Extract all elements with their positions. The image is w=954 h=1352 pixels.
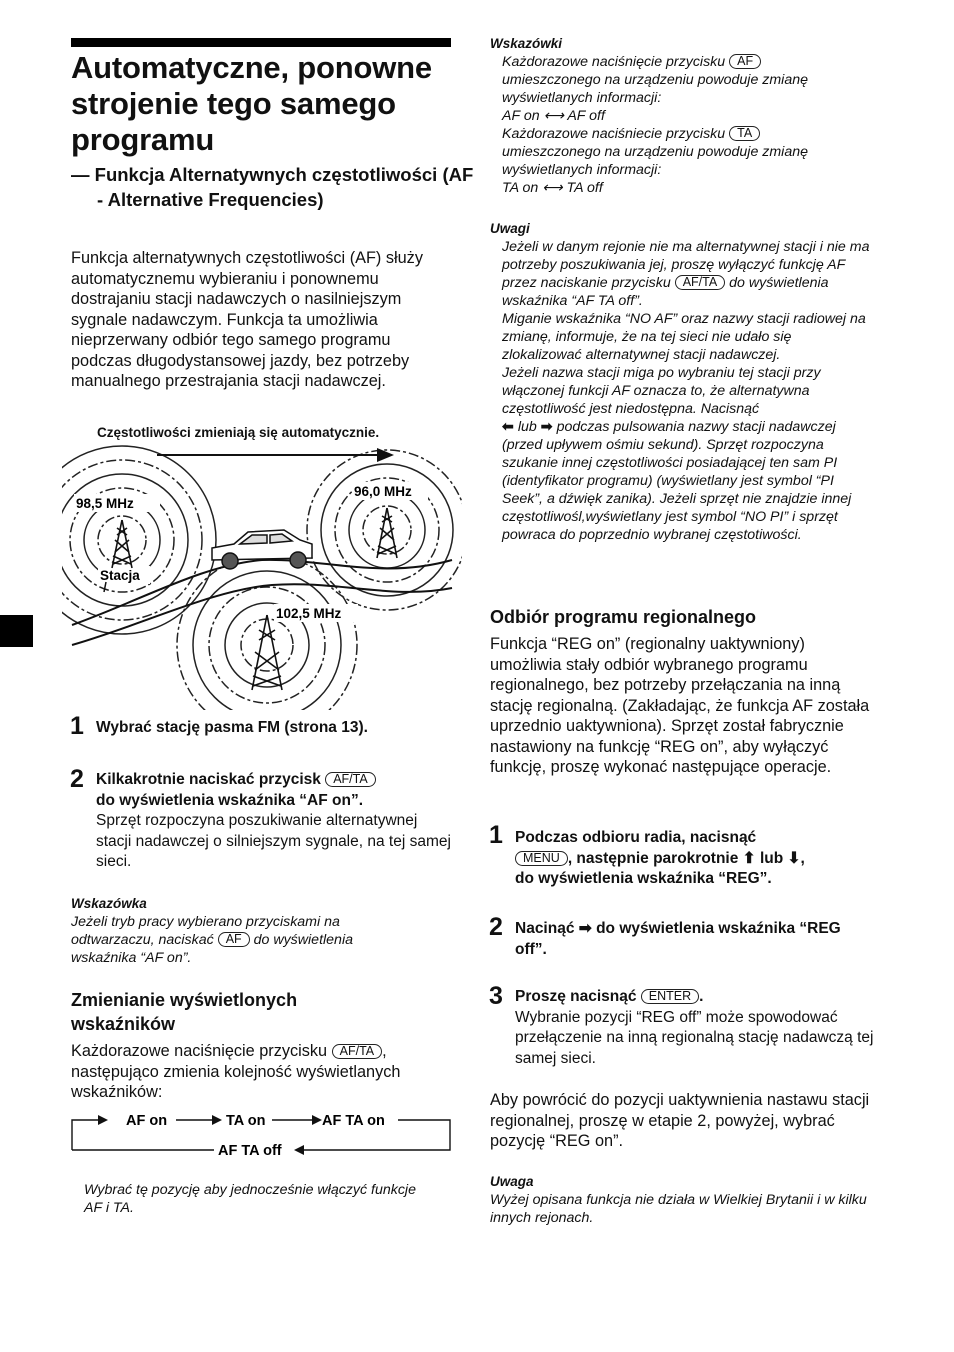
flow-af-ta-off: AF TA off xyxy=(218,1143,282,1159)
right-tips-heading: Wskazówki xyxy=(490,36,563,51)
flow-ta-on: TA on xyxy=(226,1113,266,1129)
reg-step-2-text: Nacinąć ➡ do wyświetlenia wskaźnika “REG off”. xyxy=(515,920,841,958)
af-key: AF xyxy=(218,932,250,947)
page-subtitle: — Funkcja Alternatywnych częstotliwości (AF - Alternative Frequencies) xyxy=(71,164,474,210)
indicators-text: Każdorazowe naciśnięcie przycisku AF/TA , następująco zmienia kolejność wyświetlanych wskaźników: xyxy=(71,1042,401,1101)
double-arrow-icon: ⟷ xyxy=(542,180,563,196)
regional-note-text: Wyżej opisana funkcja nie działa w Wielkiej Brytanii i w kilku innych rejonach. xyxy=(490,1192,867,1226)
page-title: Automatyczne, ponowne strojenie tego samego programu xyxy=(71,50,432,157)
step-1-text: Wybrać stację pasma FM (strona 13). xyxy=(96,719,368,736)
af-key-device: AF xyxy=(729,54,761,69)
title-rule xyxy=(71,38,451,47)
left-tip-text: Jeżeli tryb pracy wybierano przyciskami na odtwarzaczu, naciskać AF do wyświetlenia wskaźnika “AF on”. xyxy=(71,914,353,966)
page-side-tab xyxy=(0,615,33,647)
reg-step-3-number: 3 xyxy=(489,982,503,1010)
regional-return-text: Aby powrócić do pozycji uaktywnienia nastawu stacji regionalnej, proszę w etapie 2, powyżej, wybrać pozycję “REG on”. xyxy=(490,1091,870,1150)
regional-note-heading: Uwaga xyxy=(490,1174,534,1189)
flow-caption: Wybrać tę pozycję aby jednocześnie włączyć funkcje AF i TA. xyxy=(84,1182,416,1216)
step-2-number: 2 xyxy=(70,765,84,793)
right-tips-text: Każdorazowe naciśnięcie przycisku AF umieszczonego na urządzeniu powoduje zmianę wyświetlanych informacji: AF on ⟷ AF off Każdorazowe naciśniecie przycisku TA umieszczonego na urządzeniu powoduje zmianę wyświetlanych informacji: TA on ⟷ TA off xyxy=(502,54,809,196)
freq-left-label: 98,5 MHz xyxy=(76,496,134,511)
enter-key: ENTER xyxy=(641,989,699,1004)
car-icon xyxy=(212,530,312,569)
intro-paragraph: Funkcja alternatywnych częstotliwości (AF) służy automatycznemu wybieraniu i ponownemu dostrajaniu stacji nadawczych o nasilniejszym sygnale nadawczym. Funkcja ta umożliwia nieprzerwany odbiór tego samego programu podczas długodystansowej jazdy, bez potrzeby manualnego przestrajania stacji nadawczej. xyxy=(71,249,423,390)
ta-key-device: TA xyxy=(729,126,760,141)
arrow-down-icon: ⬇ xyxy=(787,849,801,867)
reg-step-3-text: Proszę nacisnąć ENTER . Wybranie pozycji “REG off” może spowodować przełączenie na inną regionalną stację nadawczą tej samej sieci. xyxy=(515,988,874,1067)
regional-text: Funkcja “REG on” (regionalny uaktywniony) umożliwia stały odbiór wybranego programu regionalnego, bez potrzeby przełączania na inną stację regionalną. (Zakładając, że funkcja AF została uprzednio uaktywniona). Sprzęt został fabrycznie nastawiony na funkcję “REG on”, aby wyłączyć funkcję, proszę wykonać następujące operacje. xyxy=(490,635,870,776)
arrow-up-icon: ⬆ xyxy=(742,849,756,867)
reg-step-1-text: Podczas odbioru radia, nacisnąć MENU , następnie parokrotnie ⬆ lub ⬇, do wyświetlenia wskaźnika “REG”. xyxy=(515,829,805,887)
indicators-heading: Zmienianie wyświetlonych wskaźników xyxy=(71,990,298,1034)
flow-af-ta-on: AF TA on xyxy=(322,1113,385,1129)
menu-key: MENU xyxy=(515,851,568,866)
flow-af-on: AF on xyxy=(126,1113,168,1129)
regional-heading: Odbiór programu regionalnego xyxy=(490,607,757,627)
step-1-number: 1 xyxy=(70,712,84,740)
arrow-right-icon: ➡ xyxy=(578,920,592,937)
station-label: Stacja xyxy=(100,568,140,583)
freq-right-label: 96,0 MHz xyxy=(354,484,412,499)
freq-bottom-label: 102,5 MHz xyxy=(276,606,342,621)
notes-heading: Uwagi xyxy=(490,221,530,236)
arrow-left-icon: ⬅ xyxy=(502,419,514,435)
double-arrow-icon: ⟷ xyxy=(543,108,564,124)
step-2-text: Kilkakrotnie naciskać przycisk AF/TA do wyświetlenia wskaźnika “AF on”. Sprzęt rozpoczyna poszukiwanie alternatywnej stacji nadawczej o silniejszym sygnale, na tej samej sieci. xyxy=(96,771,451,870)
arrow-right-icon: ➡ xyxy=(540,419,553,435)
illustration-caption: Częstotliwości zmieniają się automatycznie. xyxy=(97,425,380,440)
af-ta-key: AF/TA xyxy=(325,772,376,787)
reg-step-1-number: 1 xyxy=(489,821,503,849)
notes-text: Jeżeli w danym rejonie nie ma alternatywnej stacji i nie ma potrzeby poszukiwania jej, proszę wyłączyć funkcję AF przez naciskanie przycisku AF/TA do wyświetlenia wskaźnika “AF TA off”. Miganie wskaźnika “NO AF” oraz nazwy stacji radiowej na zmianę, informuje, że na tej sieci nie udało się zlokalizować alternatywnej stacji nadawczej. Jeżeli nazwa stacji miga po wybraniu tej stacji przy włączonej funkcji AF oznacza to, że alternatywna częstotliwość jest niedostępna. Nacisnąć ⬅ lub ➡ podczas pulsowania nazwy stacji nadawczej (przed upływem ośmiu sekund). Sprzęt rozpoczyna szukanie innej częstotliwości posiadającej ten sam PI (identyfikator programu) (wyświetlany jest symbol “PI Seek”, a dźwięk zanika). Jeżeli sprzęt nie znajdzie innej częstotliwośl,wyświetlany jest symbol “NO PI” i sprzęt powraca do poprzednio wybranej częstotiwości. xyxy=(502,239,870,543)
af-ta-key-2: AF/TA xyxy=(332,1044,383,1059)
left-tip-heading: Wskazówka xyxy=(71,896,147,911)
af-ta-key-3: AF/TA xyxy=(675,275,726,290)
indicator-flow-diagram xyxy=(68,1104,454,1160)
reg-step-2-number: 2 xyxy=(489,913,503,941)
af-illustration xyxy=(62,440,462,710)
